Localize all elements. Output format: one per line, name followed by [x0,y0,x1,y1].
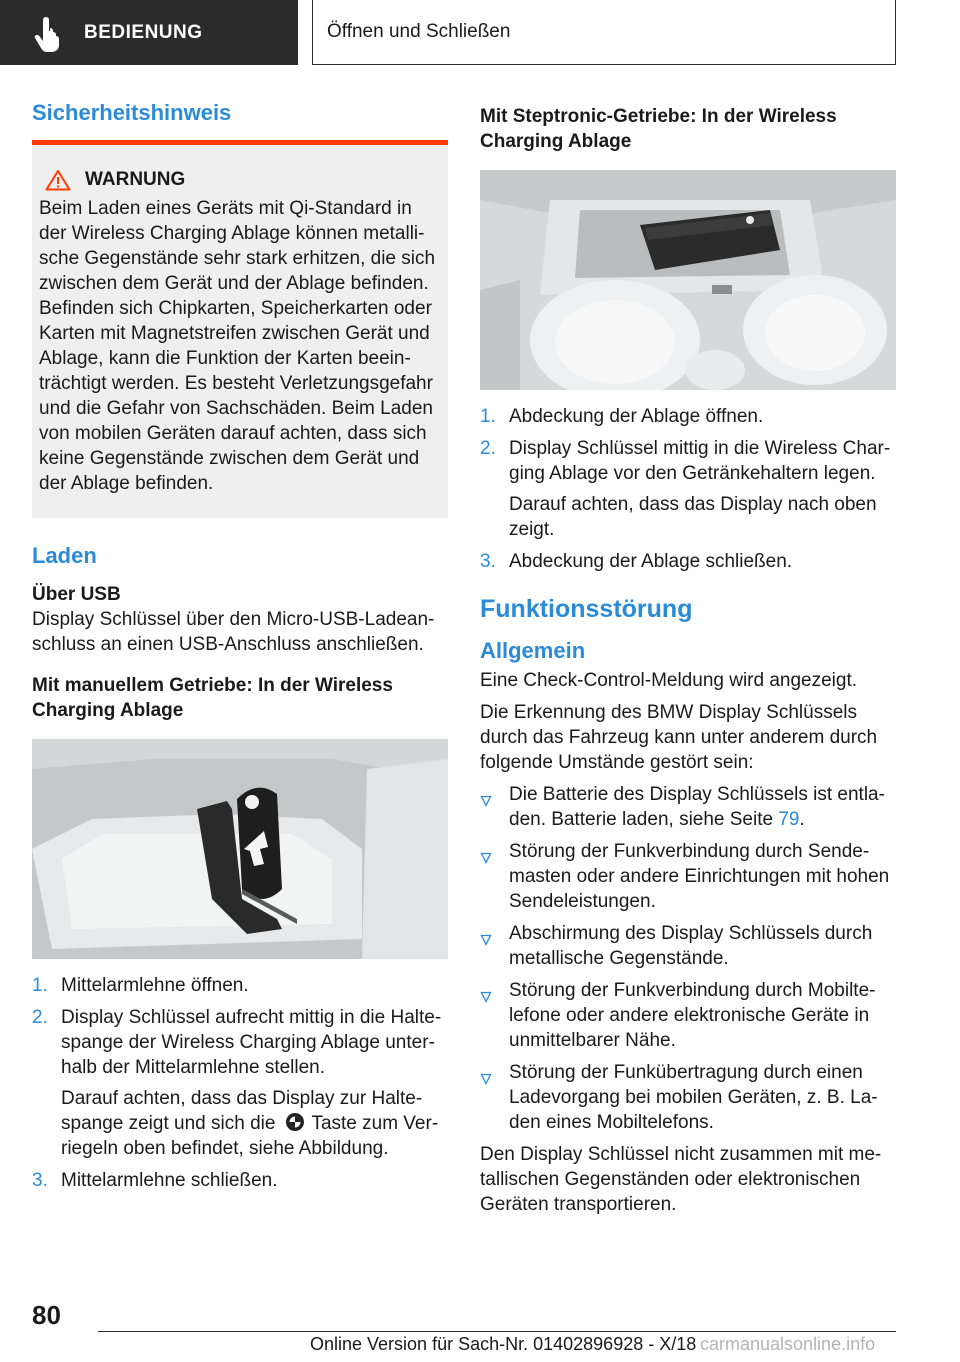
manual-gear-heading: Mit manuellem Getriebe: In der Wireless Charging Ablage [32,674,393,721]
bullet-triangle-icon [480,934,492,946]
general-paragraph-2: Die Erkennung des BMW Display Schlüssels durch das Fahrzeug kann unter anderem durch folgende Umstände gestört sein: [480,702,878,774]
laden-heading: Laden [32,543,97,569]
step-note-part-a: Darauf achten, dass das Display zur Haltespange zeigt und sich die [61,1087,423,1134]
list-item [480,978,896,1053]
console-charging-photo [480,170,896,390]
step-text: Display Schlüssel mittig in die Wireless Charging Ablage vor den Getränkehaltern legen. [509,438,891,484]
console-illustration [480,170,896,390]
safety-heading: Sicherheitshinweis [32,100,232,125]
step-text: Mittelarmlehne öffnen. [61,974,249,996]
header-section-label: BEDIENUNG [84,21,203,43]
list-item [480,782,896,832]
step-number: 1. [32,974,48,996]
warning-header [39,167,440,192]
list-item [32,1168,448,1193]
bullet-text: Abschirmung des Display Schlüssels durch metallische Gegenstände. [509,923,873,970]
header-page-title: Öffnen und Schließen [327,21,511,42]
list-item [480,839,896,914]
step-note [61,1086,448,1161]
bullet-triangle-icon [480,991,492,1003]
bullet-text: Störung der Funkübertragung durch einen Ladevorgang bei mobilen Geräten, z. B. Laden eines Mobiltelefons. [509,1062,878,1134]
bullet-text [509,782,896,832]
bullet-text-after: . [799,809,805,831]
list-item [480,921,896,971]
step-text: Mittelarmlehne schließen. [61,1169,278,1191]
fault-causes-list [480,782,896,1135]
step-number: 1. [480,406,496,427]
usb-text: Display Schlüssel über den Micro-USB-Ladeanschluss an einen USB-Anschluss anschließen. [32,608,435,655]
header-title-box [312,0,896,65]
step-text: Abdeckung der Ablage öffnen. [509,406,764,427]
list-item [480,404,896,429]
bullet-triangle-icon [480,1073,492,1085]
step-note-part-b: Taste zum Verriegeln oben befindet, siehe Abbildung. [61,1112,439,1159]
list-item [32,1005,448,1161]
armrest-charging-photo [32,739,448,959]
right-column [480,104,896,1217]
steptronic-steps-list [480,404,896,574]
step-note: Darauf achten, dass das Display nach oben zeigt. [509,494,877,540]
bullet-triangle-icon [480,795,492,807]
page-link[interactable]: 79 [778,809,800,831]
list-item [480,436,896,542]
armrest-illustration [32,739,448,959]
step-number: 3. [32,1169,48,1191]
bmw-lock-button-icon [285,1112,305,1132]
step-number: 2. [32,1006,48,1028]
footer-divider [98,1331,896,1332]
step-number: 3. [480,551,496,572]
steptronic-heading: Mit Steptronic-Getriebe: In der Wireless Charging Ablage [480,106,837,152]
step-number: 2. [480,438,496,459]
usb-heading: Über USB [32,583,121,605]
page-number: 80 [32,1300,61,1330]
warning-box [32,140,448,518]
left-column [32,100,448,1200]
list-item [480,549,896,574]
bullet-text: Störung der Funkverbindung durch Sendemasten oder andere Einrichtungen mit hohen Sendeleistungen. [509,841,890,913]
general-heading: Allgemein [480,638,586,663]
warning-text: Beim Laden eines Geräts mit Qi-Standard in der Wireless Charging Ablage können metallische Gegenstände sehr stark erhitzen, die sich zwischen dem Gerät und der Ablage befinden. Befinden sich Chipkarten, Speicherkarten oder Karten mit Magnetstreifen zwischen Gerät und Ablage, kann die Funktion der Karten beeinträchtigt werden. Es besteht Verletzungsgefahr und die Gefahr von Sachschäden. Beim Laden von mobilen Geräten darauf achten, dass sich keine Gegenstände zwischen dem Gerät und der Ablage befinden. [39,198,436,495]
step-text: Abdeckung der Ablage schließen. [509,551,793,572]
warning-label: WARNUNG [85,169,186,191]
general-paragraph-1: Eine Check-Control-Meldung wird angezeigt. [480,670,858,692]
warning-triangle-icon [45,169,71,191]
hand-pointer-icon [30,13,70,53]
step-text: Display Schlüssel aufrecht mittig in die Haltespange der Wireless Charging Ablage unterhalb der Mittelarmlehne stellen. [61,1006,442,1078]
list-item [32,973,448,998]
fault-heading: Funktionsstörung [480,595,693,623]
closing-paragraph: Den Display Schlüssel nicht zusammen mit metallischen Gegenständen oder elektronischen Geräten transportieren. [480,1144,882,1216]
bullet-text: Störung der Funkverbindung durch Mobiltelefone oder andere elektronische Geräte in unmittelbarer Nähe. [509,980,876,1052]
footer-online-version: Online Version für Sach-Nr. 01402896928 - X/18 [310,1334,697,1354]
manual-steps-list [32,973,448,1193]
list-item [480,1060,896,1135]
watermark: carmanualsonline.info [700,1334,876,1354]
bullet-text-main: Die Batterie des Display Schlüssels ist entladen. Batterie laden, siehe Seite [509,784,885,831]
header-section-tab [0,0,298,65]
bullet-triangle-icon [480,852,492,864]
